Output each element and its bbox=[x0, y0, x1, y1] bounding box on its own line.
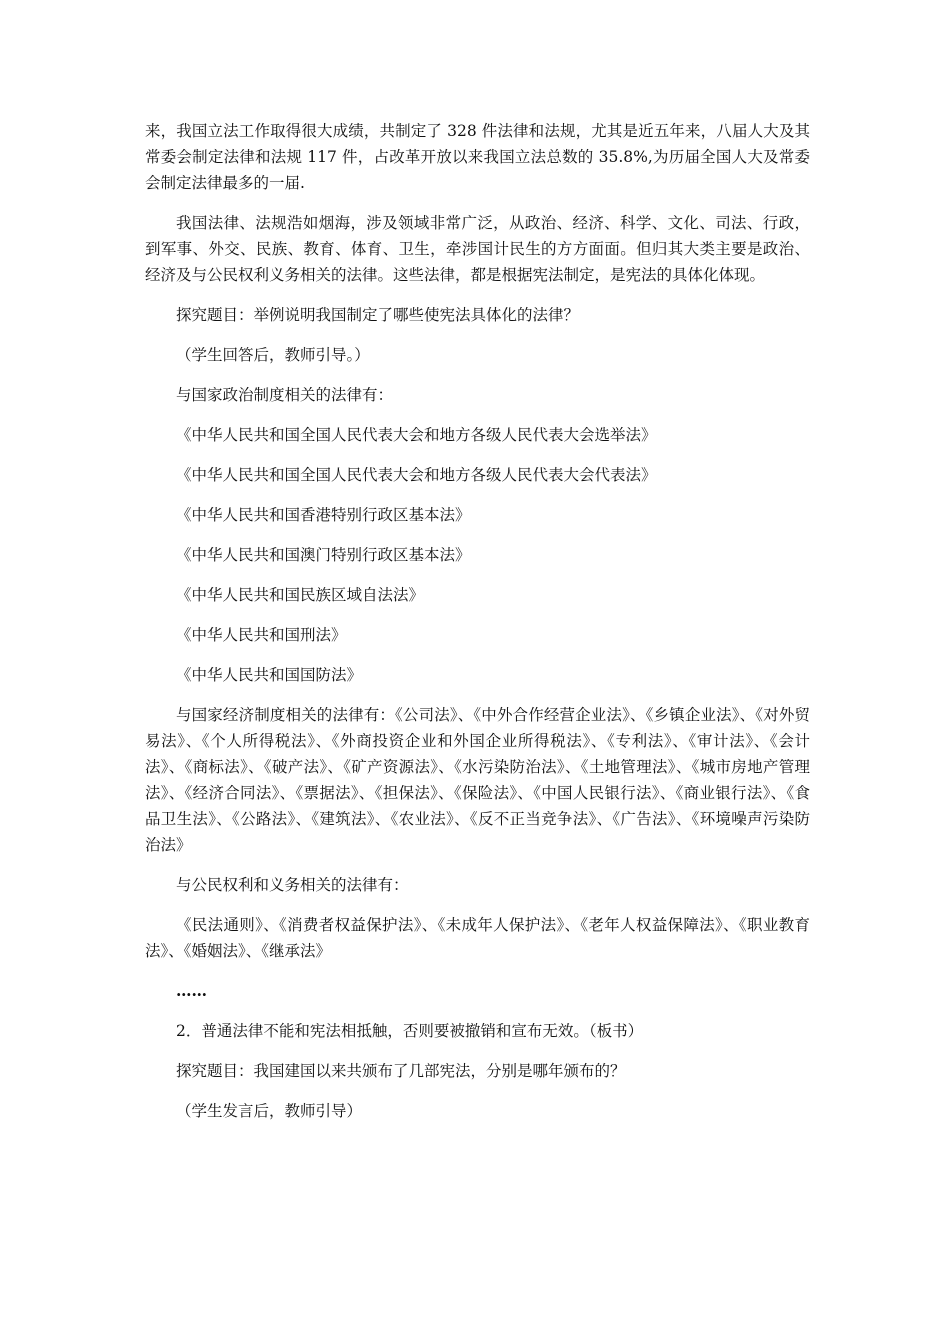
law-item: 《中华人民共和国澳门特别行政区基本法》 bbox=[176, 546, 471, 564]
paragraph-legislation-achievements: 来，我国立法工作取得很大成绩，共制定了 328 件法律和法规，尤其是近五年来，八届人大及其常委会制定法律和法规 117 件，占改革开放以来我国立法总数的 35.8%,为历届全国人大及常委会制定法律最多的一届. bbox=[145, 122, 810, 192]
law-item: 《中华人民共和国全国人民代表大会和地方各级人民代表大会代表法》 bbox=[176, 466, 657, 484]
law-item: 《中华人民共和国香港特别行政区基本法》 bbox=[176, 506, 471, 524]
point-2-heading: 2．普通法律不能和宪法相抵触，否则要被撤销和宣布无效。（板书） bbox=[176, 1022, 644, 1040]
inquiry-question-1: 探究题目：举例说明我国制定了哪些使宪法具体化的法律？ bbox=[176, 306, 580, 324]
ellipsis: …… bbox=[176, 981, 207, 1000]
teacher-note-2: （学生发言后，教师引导） bbox=[176, 1102, 363, 1120]
law-item: 《中华人民共和国全国人民代表大会和地方各级人民代表大会选举法》 bbox=[176, 426, 657, 444]
citizen-laws-heading: 与公民权利和义务相关的法律有： bbox=[176, 876, 409, 894]
inquiry-question-2: 探究题目：我国建国以来共颁布了几部宪法，分别是哪年颁布的？ bbox=[176, 1062, 626, 1080]
citizen-laws-list: 《民法通则》、《消费者权益保护法》、《未成年人保护法》、《老年人权益保障法》、《职业教育法》、《婚姻法》、《继承法》 bbox=[145, 916, 810, 960]
law-item: 《中华人民共和国国防法》 bbox=[176, 666, 363, 684]
document-body bbox=[145, 118, 810, 1124]
law-item: 《中华人民共和国刑法》 bbox=[176, 626, 347, 644]
economic-laws-paragraph: 与国家经济制度相关的法律有：《公司法》、《中外合作经营企业法》、《乡镇企业法》、《对外贸易法》、《个人所得税法》、《外商投资企业和外国企业所得税法》、《专利法》、《审计法》、《会计法》、《商标法》、《破产法》、《矿产资源法》、《水污染防治法》、《土地管理法》、《城市房地产管理法》、《经济合同法》、《票据法》、《担保法》、《保险法》、《中国人民银行法》、《商业银行法》、《食品卫生法》、《公路法》、《建筑法》、《农业法》、《反不正当竞争法》、《广告法》、《环境噪声污染防治法》 bbox=[145, 706, 810, 854]
law-item: 《中华人民共和国民族区域自法法》 bbox=[176, 586, 425, 604]
political-laws-heading: 与国家政治制度相关的法律有： bbox=[176, 386, 394, 404]
paragraph-law-categories: 我国法律、法规浩如烟海，涉及领域非常广泛，从政治、经济、科学、文化、司法、行政，到军事、外交、民族、教育、体育、卫生，牵涉国计民生的方方面面。但归其大类主要是政治、经济及与公民权利义务相关的法律。这些法律，都是根据宪法制定，是宪法的具体化体现。 bbox=[145, 214, 810, 284]
teacher-note-1: （学生回答后，教师引导。） bbox=[176, 346, 370, 364]
